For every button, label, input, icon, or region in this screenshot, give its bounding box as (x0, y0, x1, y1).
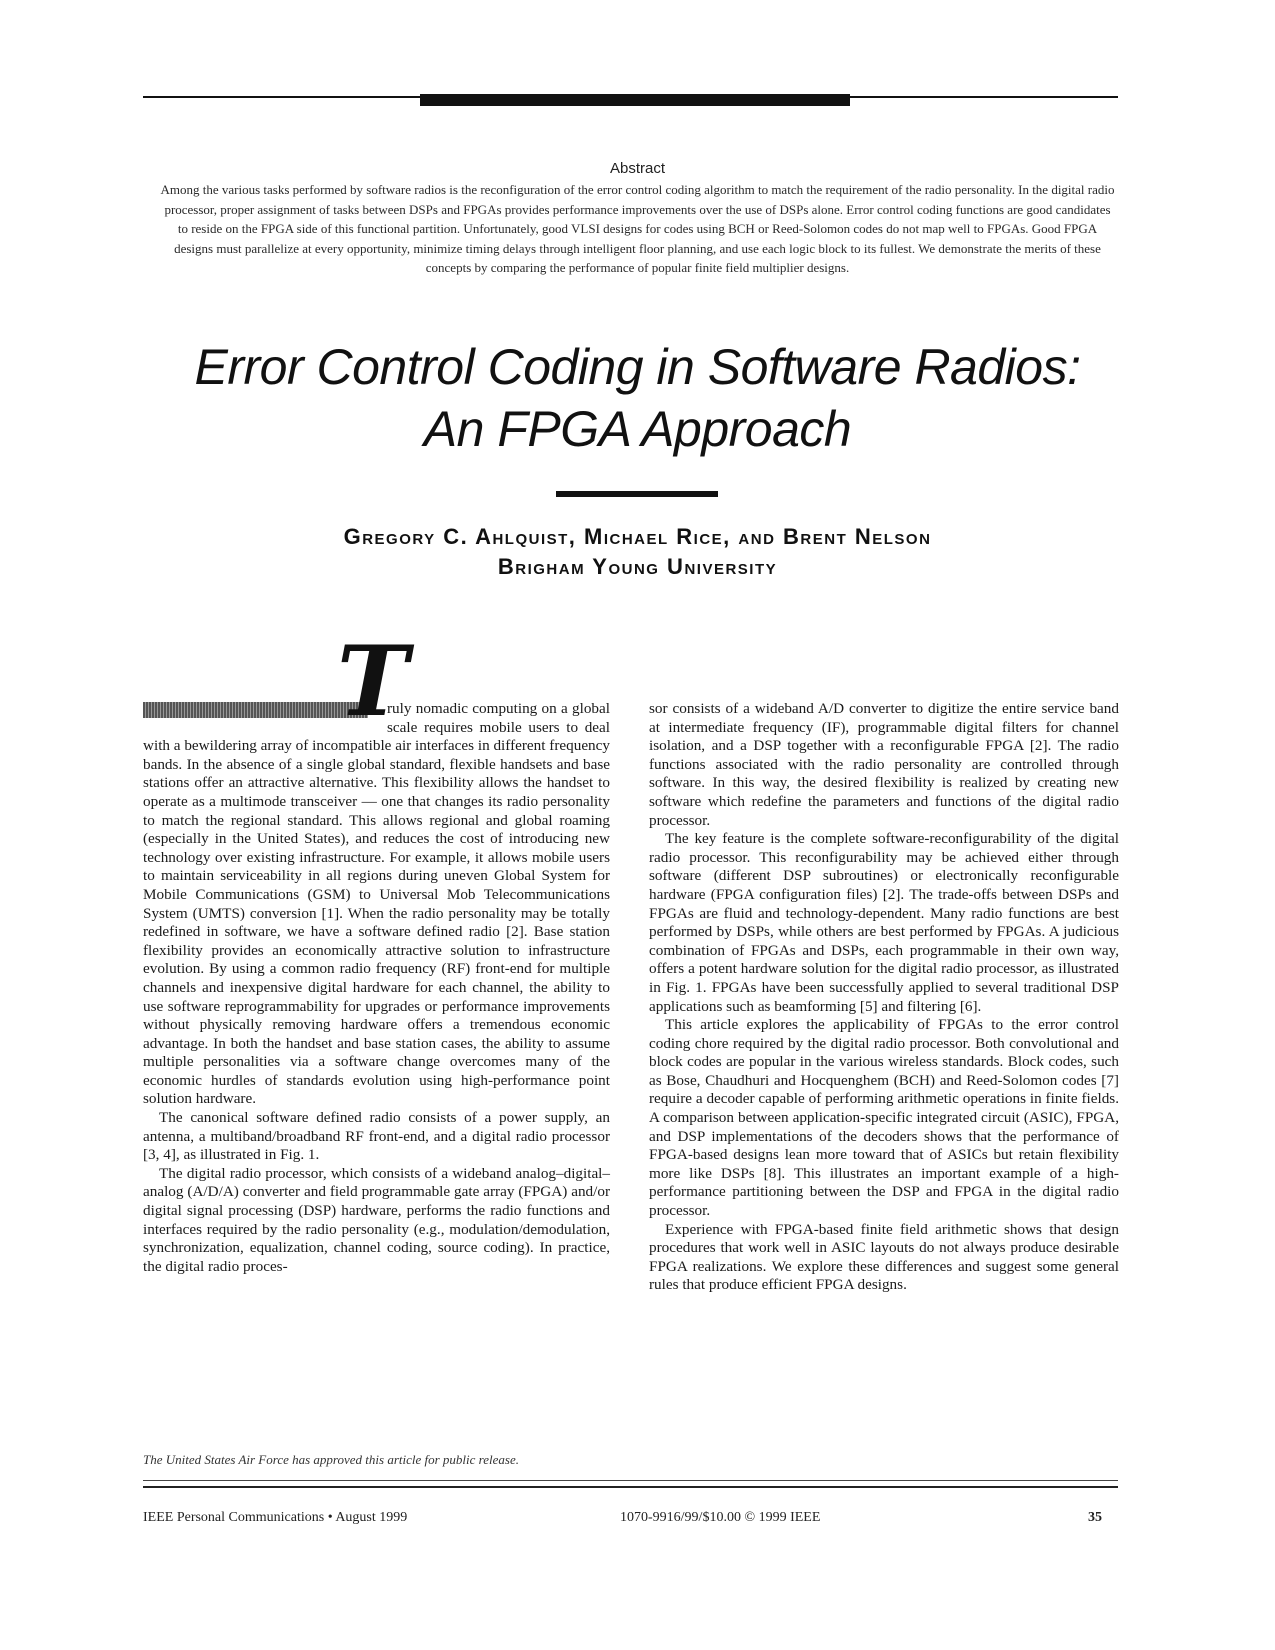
article-title (100, 336, 1175, 460)
paragraph: The canonical software defined radio consists of a power supply, an antenna, a multiband/broadband RF front-end, and a digital radio processor [3, 4], as illustrated in Fig. 1. (143, 1109, 610, 1164)
title-line-1: Error Control Coding in Software Radios: (194, 339, 1081, 395)
title-rule (556, 491, 718, 497)
paragraph: The key feature is the complete software-reconfigurability of the digital radio processor. This reconfigurability may be achieved either through software (different DSP subroutines) or electronically reconfigurable hardware (FPGA configuration files) [2]. The trade-offs between DSPs and FPGAs are fluid and technology-dependent. Many radio functions are best performed by DSPs, while others are best performed by FPGAs. A judicious combination of FPGAs and DSPs, each programmable in their own way, offers a potent hardware solution for the digital radio processor, as illustrated in Fig. 1. FPGAs have been successfully applied to several traditional DSP applications such as beamforming [5] and filtering [6]. (649, 830, 1119, 1015)
paragraph: This article explores the applicability of FPGAs to the error control coding chore required by the digital radio processor. Both convolutional and block codes are popular in the various wireless standards. Block codes, such as Bose, Chaudhuri and Hocquenghem (BCH) and Reed-Solomon codes [7] require a decoder capable of performing arithmetic operations in finite fields. A comparison between application-specific integrated circuit (ASIC), FPGA, and DSP implementations of the decoders shows that the performance of FPGA-based designs lean more toward that of ASICs but retain flexibility more like DSPs [8]. This illustrates an important example of a high-performance partitioning between the DSP and FPGA in the digital radio processor. (649, 1016, 1119, 1220)
abstract-text: Among the various tasks performed by software radios is the reconfiguration of the error control coding algorithm to match the requirement of the radio personality. In the digital radio processor, proper assignment of tasks between DSPs and FPGAs provides performance improvements over the use of DSPs alone. Error control coding functions are good candidates to reside on the FPGA side of this functional partition. Unfortunately, good VLSI designs for codes using BCH or Reed-Solomon codes do not map well to FPGAs. Good FPGA designs must parallelize at every opportunity, minimize timing delays through intelligent floor planning, and use each logic block to its fullest. We demonstrate the merits of these concepts by comparing the performance of popular finite field multiplier designs. (160, 182, 1115, 275)
title-line-2: An FPGA Approach (423, 401, 852, 457)
authors-block (100, 522, 1175, 582)
paragraph: The digital radio processor, which consists of a wideband analog–digital–analog (A/D/A) converter and field programmable gate array (FPGA) and/or digital signal processing (DSP) hardware, performs the radio functions and interfaces required by the radio personality (e.g., modulation/demodulation, synchronization, equalization, channel coding, source coding). In practice, the digital radio proces- (143, 1164, 610, 1275)
abstract-heading: Abstract (609, 160, 666, 177)
dropcap-letter: T (337, 625, 409, 738)
dropcap (143, 625, 409, 738)
footer-copyright: 1070-9916/99/$10.00 © 1999 IEEE (620, 1510, 821, 1525)
abstract (150, 160, 1125, 278)
footer-rule-thick (143, 1486, 1118, 1488)
header-rule-bar (420, 94, 850, 106)
body-column-left (143, 625, 610, 1276)
paragraph: sor consists of a wideband A/D converter to digitize the entire service band at intermediate frequency (IF), programmable digital filters for channel isolation, and a DSP together with a reconfigurable FPGA [2]. The radio functions associated with the radio personality are controlled through software. In this way, the desired flexibility is realized by creating new software which redefine the parameters and functions of the digital radio processor. (649, 700, 1119, 829)
author-affiliation: Brigham Young University (497, 554, 778, 579)
footer-journal: IEEE Personal Communications • August 1999 (143, 1510, 408, 1525)
page-number: 35 (1088, 1510, 1102, 1525)
footnote: The United States Air Force has approved this article for public release. (143, 1452, 519, 1467)
author-names: Gregory C. Ahlquist, Michael Rice, and Brent Nelson (343, 524, 932, 549)
paragraph-text: ruly nomadic computing on a global scale requires mobile users to deal with a bewildering array of incompatible air interfaces in different frequency bands. In the absence of a single global standard, flexible handsets and base stations offer an attractive alternative. This flexibility allows the handset to operate as a multimode transceiver — one that changes its radio personality to match the regional standard. This allows regional and global roaming (especially in the United States), and reduces the cost of introducing new technology over existing infrastructure. For example, it allows mobile users to maintain serviceability in all regions during uneven Global System for Mobile Communications (GSM) to Universal Mob Telecommunications System (UMTS) conversion [1]. When the radio personality may be totally redefined in software, we have a software defined radio [2]. Base station flexibility provides an economically attractive solution to infrastructure evolution. By using a common radio frequency (RF) front-end for multiple channels and inexpensive digital hardware for each channel, the ability to use software reprogrammability for upgrades or performance improvements without physically removing hardware offers a tremendous economic advantage. In both the handset and base station cases, the ability to assume multiple personalities via a software change overcomes many of the economic hurdles of standards evolution using high-performance point solution hardware. (143, 700, 610, 1108)
body-column-right (649, 700, 1119, 1295)
dropcap-bar (143, 702, 368, 718)
footer-rule (143, 1480, 1118, 1481)
paragraph (143, 625, 610, 1109)
paragraph: Experience with FPGA-based finite field arithmetic shows that design procedures that work well in ASIC layouts do not always produce desirable FPGA realizations. We explore these differences and suggest some general rules that produce efficient FPGA designs. (649, 1220, 1119, 1294)
